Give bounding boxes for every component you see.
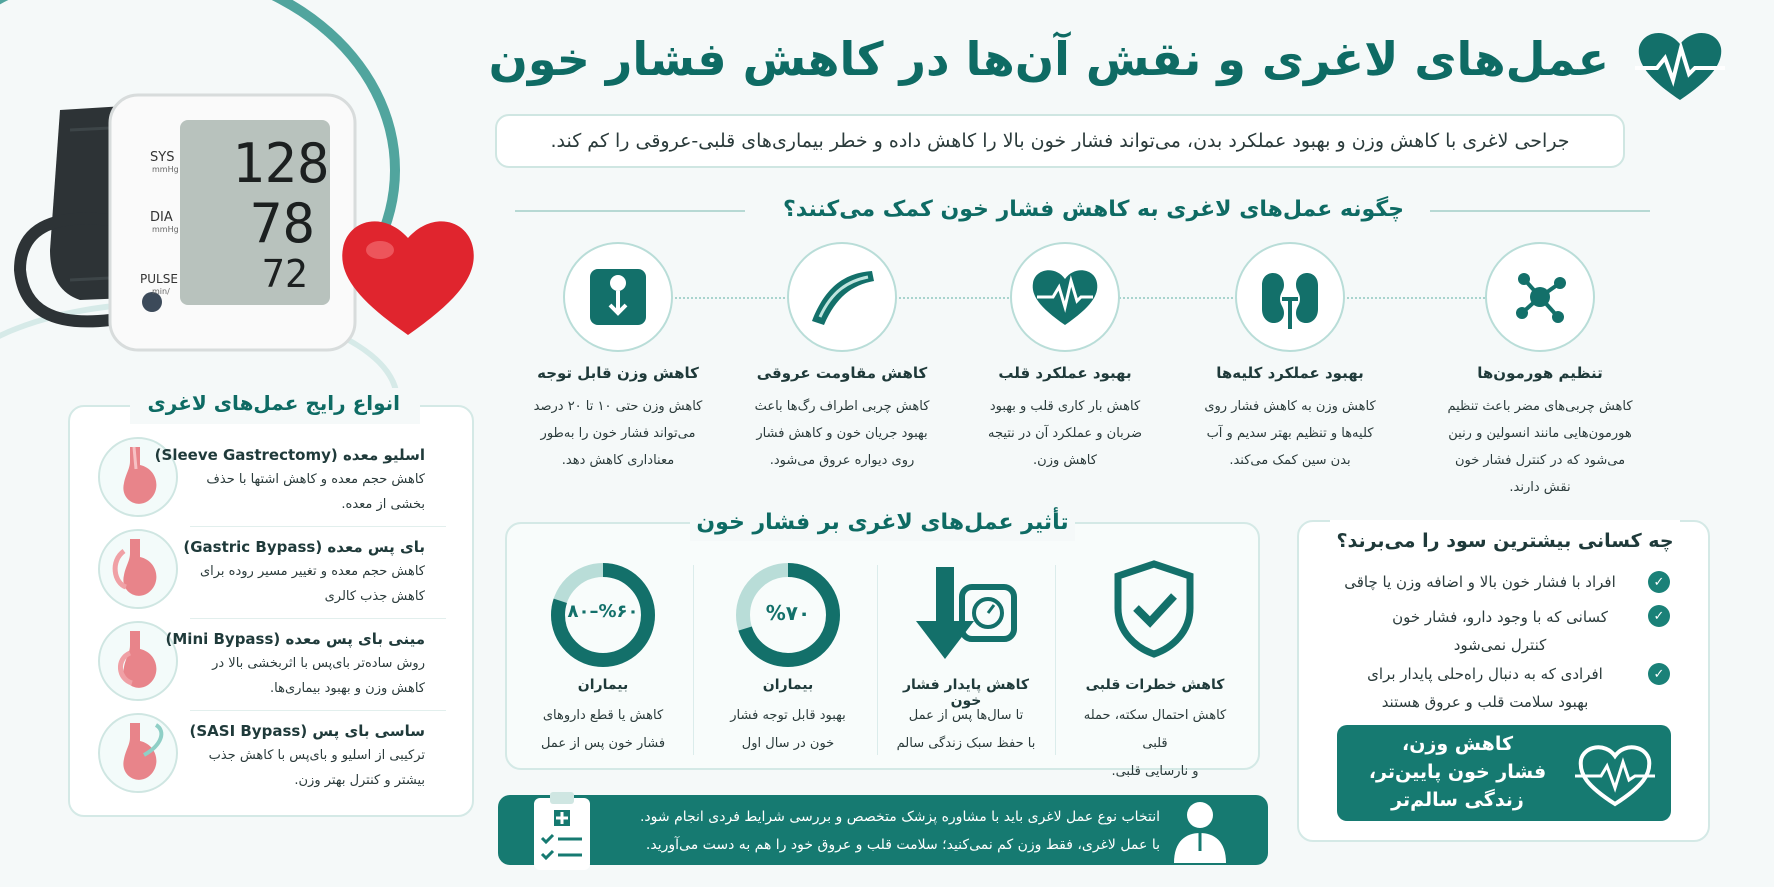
surgery-divider bbox=[190, 618, 446, 619]
bp-monitor-illustration bbox=[0, 40, 480, 370]
pulse-label: PULSE bbox=[140, 272, 178, 286]
mini-bypass-title: مینی بای پس معده (Mini Bypass) bbox=[165, 630, 425, 648]
heart-title: بهبود عملکرد قلب bbox=[998, 364, 1132, 382]
benefit-item-2: کسانی که با وجود دارو، فشار خون کنترل نمی‌شود bbox=[1392, 608, 1608, 654]
how-section-title: چگونه عمل‌های لاغری به کاهش فشار خون کمک می‌کنند؟ bbox=[783, 197, 1404, 222]
benefit-item-1: افراد با فشار خون بالا و اضافه وزن یا چاقی bbox=[1344, 573, 1616, 591]
pressure-down-icon bbox=[910, 565, 1020, 663]
heart-risk-text: کاهش احتمال سکته، حمله قلبی و نارسایی قلبی. bbox=[1083, 708, 1227, 779]
heart-circle bbox=[1010, 242, 1120, 352]
scale-circle bbox=[563, 242, 673, 352]
dia-unit: mmHg bbox=[152, 225, 179, 234]
sleeve-title: اسلیو معده (Sleeve Gastrectomy) bbox=[154, 446, 425, 464]
sasi-bypass-title: ساسی بای پس (SASI Bypass) bbox=[189, 722, 425, 740]
sasi-bypass-stomach-image bbox=[98, 713, 178, 793]
hormone-text: کاهش چربی‌های مضر باعث تنظیم هورمون‌هایی مانند انسولین و رنین می‌شود که در کنترل فشار خون نقش دارند. bbox=[1447, 399, 1633, 495]
impact-divider bbox=[1055, 565, 1056, 755]
check-icon: ✓ bbox=[1648, 663, 1670, 685]
check-icon: ✓ bbox=[1648, 571, 1670, 593]
improvement-value: %۷۰ bbox=[765, 601, 811, 625]
gastric-bypass-stomach-image bbox=[98, 529, 178, 609]
surgery-divider bbox=[190, 526, 446, 527]
slogan-text: کاهش وزن، فشار خون پایین‌تر، زندگی سالم‌تر bbox=[1368, 733, 1547, 811]
sys-reading: 128 bbox=[232, 132, 330, 195]
shield-check-icon bbox=[1112, 560, 1196, 658]
sustained-title: کاهش پایدار فشار خون bbox=[902, 677, 1030, 709]
artery-title: کاهش مقاومت عروقی bbox=[756, 364, 928, 382]
surgery-section-title: انواع رایج عمل‌های لاغری bbox=[147, 391, 400, 415]
heart-pulse-icon bbox=[1029, 265, 1101, 329]
dia-reading: 78 bbox=[250, 192, 316, 255]
impact-divider bbox=[693, 565, 694, 755]
gastric-bypass-title: بای پس معده (Gastric Bypass) bbox=[183, 538, 425, 556]
sleeve-text: کاهش حجم معده و کاهش اشتها با حذف بخشی از معده. bbox=[206, 472, 425, 512]
how-rule-right bbox=[1430, 210, 1650, 212]
sustained-text: تا سال‌ها پس از عمل با حفظ سبک زندگی سالم bbox=[896, 708, 1036, 751]
artery-text: کاهش چربی اطراف رگ‌ها باعث بهبود جریان خون و کاهش فشار روی دیواره عروق می‌شود. bbox=[754, 399, 930, 468]
page-title: عمل‌های لاغری و نقش آن‌ها در کاهش فشار خون bbox=[488, 32, 1609, 86]
medication-title: بیماران bbox=[577, 677, 629, 693]
sys-unit: mmHg bbox=[152, 165, 179, 174]
check-icon: ✓ bbox=[1648, 605, 1670, 627]
molecule-icon bbox=[1508, 265, 1572, 329]
intro-banner bbox=[495, 114, 1625, 168]
dia-label: DIA bbox=[150, 210, 173, 225]
improvement-title: بیماران bbox=[762, 677, 814, 693]
footer-text: انتخاب نوع عمل لاغری باید با مشاوره پزشک متخصص و بررسی شرایط فردی انجام شود. با عمل لاغری، فقط وزن کم نمی‌کنید؛ سلامت قلب و عروق خود را هم به دست می‌آورید. bbox=[639, 809, 1160, 853]
surgery-divider bbox=[190, 710, 446, 711]
hormone-title: تنظیم هورمون‌ها bbox=[1477, 364, 1603, 382]
doctor-icon bbox=[1170, 797, 1230, 863]
sasi-bypass-text: ترکیبی از اسلیو و بای‌پس با کاهش جذب بیشتر و کنترل بهتر وزن. bbox=[208, 748, 425, 788]
clipboard-icon bbox=[530, 788, 594, 874]
gastric-bypass-text: کاهش حجم معده و تغییر مسیر روده برای کاهش جذب کالری bbox=[199, 564, 425, 604]
heart-pulse-logo-icon bbox=[1635, 28, 1725, 104]
heart-text: کاهش بار کاری قلب و بهبود ضربان و عملکرد آن در نتیجه کاهش وزن. bbox=[987, 399, 1143, 468]
weight-text: کاهش وزن حتی ۱۰ تا ۲۰ درصد می‌تواند فشار خون را به‌طور معناداری کاهش دهد. bbox=[533, 399, 703, 468]
impact-divider bbox=[877, 565, 878, 755]
kidney-title: بهبود عملکرد کلیه‌ها bbox=[1216, 364, 1364, 382]
kidney-circle bbox=[1235, 242, 1345, 352]
benefit-section-title: چه کسانی بیشترین سود را می‌برند؟ bbox=[1336, 530, 1674, 552]
scale-icon bbox=[586, 265, 650, 329]
pulse-reading: 72 bbox=[262, 252, 308, 296]
sys-label: SYS bbox=[150, 150, 175, 165]
how-rule-left bbox=[515, 210, 745, 212]
heart-pulse-outline-icon bbox=[1575, 742, 1655, 808]
medication-value: %۶۰–۸۰ bbox=[567, 601, 639, 622]
intro-text: جراحی لاغری با کاهش وزن و بهبود عملکرد بدن، می‌تواند فشار خون بالا را کاهش داده و خطر بیماری‌های قلبی-عروقی را کم کند. bbox=[550, 130, 1570, 152]
hormone-circle bbox=[1485, 242, 1595, 352]
kidneys-icon bbox=[1254, 265, 1326, 329]
artery-circle bbox=[787, 242, 897, 352]
pulse-unit: /min bbox=[152, 287, 170, 296]
heart-risk-title: کاهش خطرات قلبی bbox=[1085, 677, 1225, 693]
impact-section-title: تأثیر عمل‌های لاغری بر فشار خون bbox=[696, 510, 1069, 535]
improvement-text: بهبود قابل توجه فشار خون در سال اول bbox=[730, 708, 846, 751]
benefit-item-3: افرادی که به دنبال راه‌حلی پایدار برای بهبود سلامت قلب و عروق هستند bbox=[1367, 665, 1603, 711]
medication-text: کاهش یا قطع داروهای فشار خون پس از عمل bbox=[540, 708, 666, 751]
artery-icon bbox=[806, 265, 878, 329]
red-heart-icon bbox=[338, 210, 478, 340]
weight-title: کاهش وزن قابل توجه bbox=[537, 364, 699, 382]
kidney-text: کاهش وزن به کاهش فشار روی کلیه‌ها و تنظیم بهتر سدیم و آب بدن سین کمک می‌کند. bbox=[1204, 399, 1376, 468]
mini-bypass-text: روش ساده‌تر بای‌پس با اثربخشی بالا در کاهش وزن و بهبود بیماری‌ها. bbox=[212, 656, 425, 696]
